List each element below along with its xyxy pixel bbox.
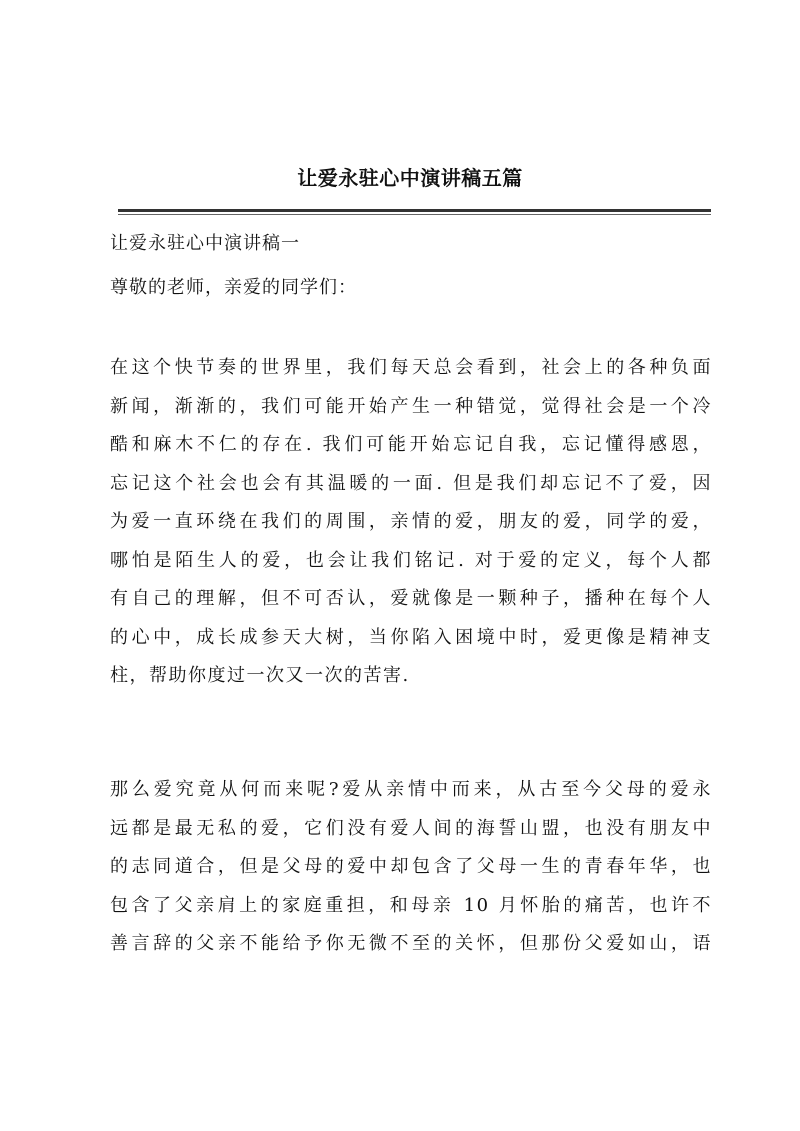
paragraph-line: 柱，帮助你度过一次又一次的苦害. — [110, 665, 410, 686]
paragraph-line: 为爱一直环绕在我们的周围，亲情的爱，朋友的爱，同学的爱， — [110, 511, 712, 532]
paragraph-line: 的心中，成长成参天大树，当你陷入困境中时，爱更像是精神支 — [110, 626, 712, 648]
section-heading: 让爱永驻心中演讲稿一 — [110, 233, 300, 254]
paragraph-line: 在这个快节奏的世界里，我们每天总会看到，社会上的各种负面 — [110, 357, 712, 378]
paragraph-line: 酷和麻木不仁的存在. 我们可能开始忘记自我，忘记懂得感恩， — [110, 434, 712, 455]
paragraph-line: 包含了父亲肩上的家庭重担，和母亲 10 月怀胎的痛苦，也许不 — [110, 894, 712, 916]
title-underline-thin — [118, 214, 711, 215]
paragraph-line: 那么爱究竟从何而来呢?爱从亲情中而来，从古至今父母的爱永 — [110, 779, 712, 800]
paragraph-line: 忘记这个社会也会有其温暖的一面. 但是我们却忘记不了爱，因 — [110, 472, 712, 494]
body-paragraph-1 — [110, 349, 712, 696]
paragraph-line: 善言辞的父亲不能给予你无微不至的关怀，但那份父爱如山，语 — [110, 933, 712, 954]
paragraph-line: 新闻，渐渐的，我们可能开始产生一种错觉，觉得社会是一个冷 — [110, 395, 712, 417]
paragraph-line: 有自己的理解，但不可否认，爱就像是一颗种子，播种在每个人 — [110, 588, 712, 609]
body-paragraph-2 — [110, 771, 712, 964]
salutation: 尊敬的老师，亲爱的同学们： — [110, 277, 357, 298]
paragraph-line: 的志同道合，但是父母的爱中却包含了父母一生的青春年华，也 — [110, 856, 712, 877]
title-underline-thick — [118, 209, 711, 212]
paragraph-line: 远都是最无私的爱，它们没有爱人间的海誓山盟，也没有朋友中 — [110, 817, 712, 839]
paragraph-line: 哪怕是陌生人的爱，也会让我们铭记. 对于爱的定义，每个人都 — [110, 549, 712, 571]
document-title: 让爱永驻心中演讲稿五篇 — [297, 166, 523, 190]
